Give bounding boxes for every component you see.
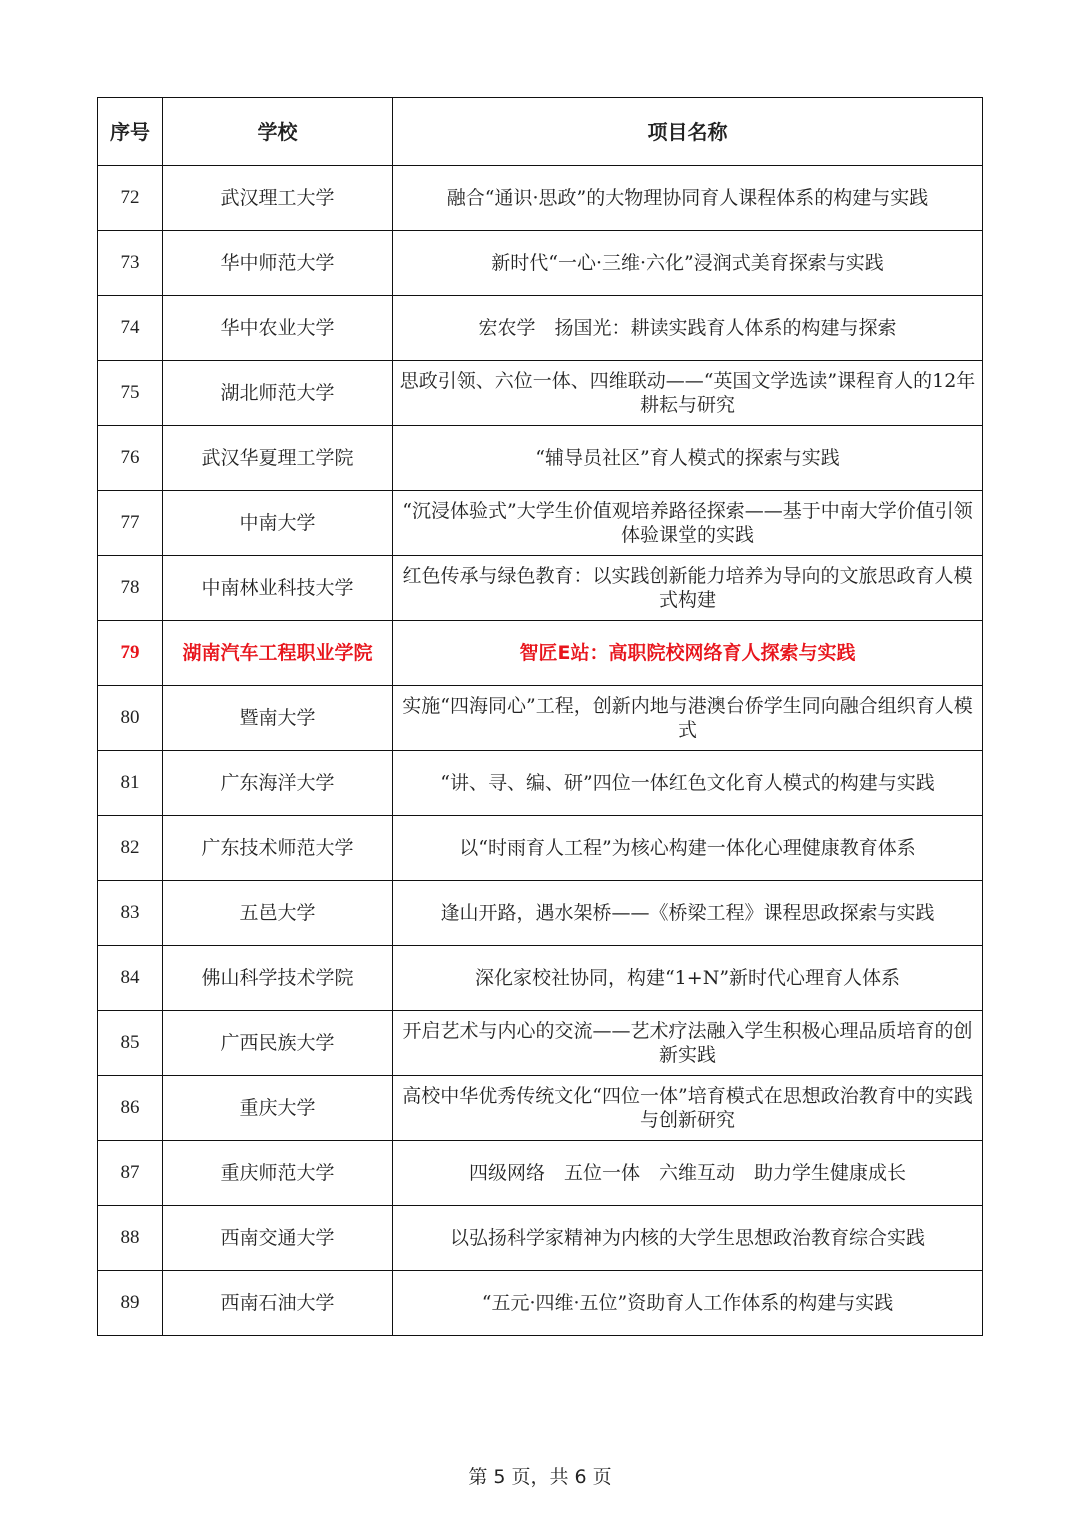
table-row xyxy=(98,166,983,231)
row-project: 思政引领、六位一体、四维联动——“英国文学选读”课程育人的12年耕耘与研究 xyxy=(393,361,983,426)
table-header xyxy=(98,98,983,166)
row-number: 73 xyxy=(98,231,163,296)
row-number: 81 xyxy=(98,751,163,816)
row-project: 新时代“一心·三维·六化”浸润式美育探索与实践 xyxy=(393,231,983,296)
row-number: 83 xyxy=(98,881,163,946)
row-school: 广西民族大学 xyxy=(163,1011,393,1076)
row-project: “五元·四维·五位”资助育人工作体系的构建与实践 xyxy=(393,1271,983,1336)
row-project: 宏农学 扬国光：耕读实践育人体系的构建与探索 xyxy=(393,296,983,361)
row-school: 西南交通大学 xyxy=(163,1206,393,1271)
row-number: 88 xyxy=(98,1206,163,1271)
row-school: 湖北师范大学 xyxy=(163,361,393,426)
row-school: 中南林业科技大学 xyxy=(163,556,393,621)
table-row xyxy=(98,296,983,361)
row-number: 79 xyxy=(98,621,163,686)
row-number: 84 xyxy=(98,946,163,1011)
header-row xyxy=(98,98,983,166)
table-row xyxy=(98,1141,983,1206)
header-num: 序号 xyxy=(98,98,163,166)
row-school: 华中农业大学 xyxy=(163,296,393,361)
row-school: 华中师范大学 xyxy=(163,231,393,296)
row-project: 以“时雨育人工程”为核心构建一体化心理健康教育体系 xyxy=(393,816,983,881)
row-project: 以弘扬科学家精神为内核的大学生思想政治教育综合实践 xyxy=(393,1206,983,1271)
row-project: 融合“通识·思政”的大物理协同育人课程体系的构建与实践 xyxy=(393,166,983,231)
row-project: 逢山开路，遇水架桥——《桥梁工程》课程思政探索与实践 xyxy=(393,881,983,946)
row-project: “沉浸体验式”大学生价值观培养路径探索——基于中南大学价值引领体验课堂的实践 xyxy=(393,491,983,556)
row-school: 武汉理工大学 xyxy=(163,166,393,231)
row-school: 暨南大学 xyxy=(163,686,393,751)
row-project: 智匠E站：高职院校网络育人探索与实践 xyxy=(393,621,983,686)
row-school: 湖南汽车工程职业学院 xyxy=(163,621,393,686)
row-number: 89 xyxy=(98,1271,163,1336)
row-project: 四级网络 五位一体 六维互动 助力学生健康成长 xyxy=(393,1141,983,1206)
row-number: 85 xyxy=(98,1011,163,1076)
row-number: 77 xyxy=(98,491,163,556)
row-number: 75 xyxy=(98,361,163,426)
table-row xyxy=(98,1271,983,1336)
row-project: 深化家校社协同，构建“1+N”新时代心理育人体系 xyxy=(393,946,983,1011)
table-row xyxy=(98,361,983,426)
table-row xyxy=(98,1011,983,1076)
row-project: 开启艺术与内心的交流——艺术疗法融入学生积极心理品质培育的创新实践 xyxy=(393,1011,983,1076)
row-project: “讲、寻、编、研”四位一体红色文化育人模式的构建与实践 xyxy=(393,751,983,816)
row-project: 实施“四海同心”工程，创新内地与港澳台侨学生同向融合组织育人模式 xyxy=(393,686,983,751)
row-school: 广东海洋大学 xyxy=(163,751,393,816)
row-project: 红色传承与绿色教育：以实践创新能力培养为导向的文旅思政育人模式构建 xyxy=(393,556,983,621)
row-project: “辅导员社区”育人模式的探索与实践 xyxy=(393,426,983,491)
row-number: 82 xyxy=(98,816,163,881)
row-school: 重庆师范大学 xyxy=(163,1141,393,1206)
row-school: 西南石油大学 xyxy=(163,1271,393,1336)
table-row xyxy=(98,426,983,491)
page-footer: 第 5 页，共 6 页 xyxy=(468,1466,612,1488)
table-row xyxy=(98,881,983,946)
row-school: 中南大学 xyxy=(163,491,393,556)
row-number: 74 xyxy=(98,296,163,361)
table-row xyxy=(98,621,983,686)
row-school: 佛山科学技术学院 xyxy=(163,946,393,1011)
table-row xyxy=(98,816,983,881)
table-row xyxy=(98,1206,983,1271)
row-school: 五邑大学 xyxy=(163,881,393,946)
header-school: 学校 xyxy=(163,98,393,166)
row-school: 武汉华夏理工学院 xyxy=(163,426,393,491)
table-row xyxy=(98,556,983,621)
row-school: 广东技术师范大学 xyxy=(163,816,393,881)
table-row xyxy=(98,946,983,1011)
row-number: 80 xyxy=(98,686,163,751)
row-number: 76 xyxy=(98,426,163,491)
row-number: 72 xyxy=(98,166,163,231)
row-project: 高校中华优秀传统文化“四位一体”培育模式在思想政治教育中的实践与创新研究 xyxy=(393,1076,983,1141)
table-row xyxy=(98,686,983,751)
table-row xyxy=(98,751,983,816)
table-row xyxy=(98,491,983,556)
header-project: 项目名称 xyxy=(393,98,983,166)
project-list-table xyxy=(97,97,983,1336)
table-row xyxy=(98,231,983,296)
row-number: 87 xyxy=(98,1141,163,1206)
row-school: 重庆大学 xyxy=(163,1076,393,1141)
row-number: 78 xyxy=(98,556,163,621)
row-number: 86 xyxy=(98,1076,163,1141)
table-body xyxy=(98,166,983,1336)
table-row xyxy=(98,1076,983,1141)
